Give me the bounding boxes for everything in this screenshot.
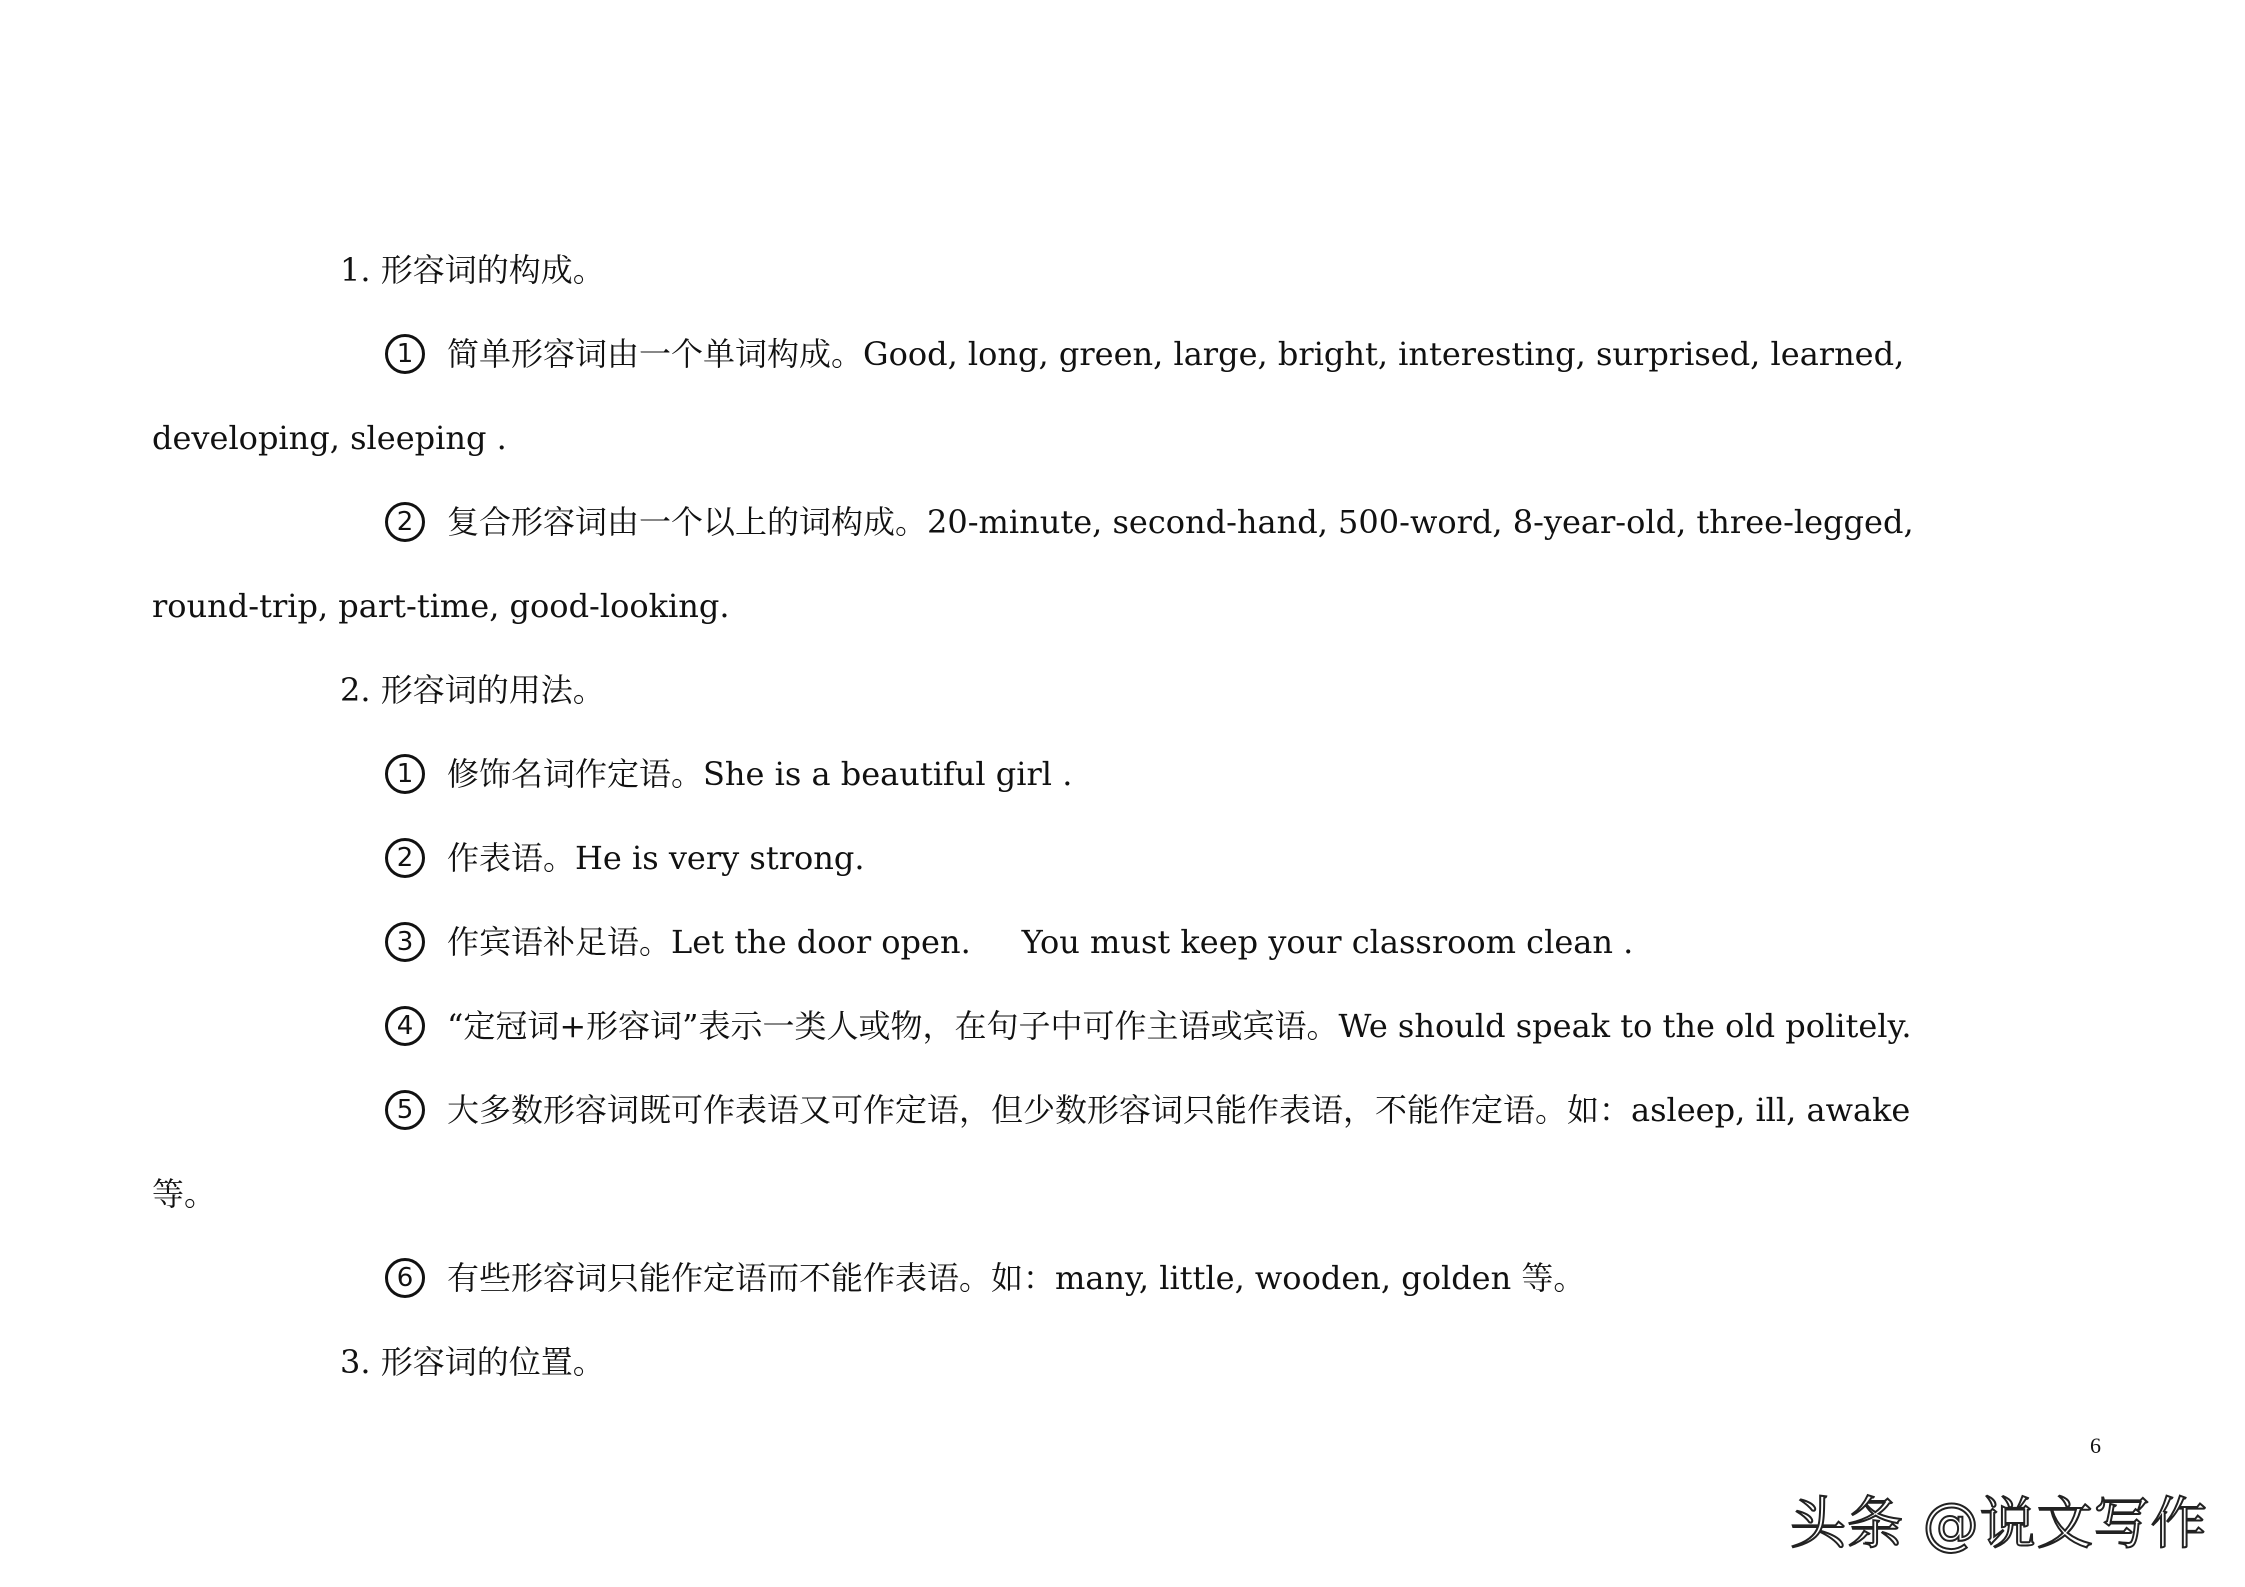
page-number: 6 <box>2090 1433 2101 1458</box>
list-item <box>385 502 1914 545</box>
list-item-text: 作表语。He is very strong. <box>447 839 865 877</box>
circled-number-icon: 4 <box>385 1006 425 1046</box>
list-item-text: 有些形容词只能作定语而不能作表语。如：many, little, wooden, golden 等。 <box>447 1259 1586 1297</box>
section-heading-position: 3. 形容词的位置。 <box>340 1343 605 1381</box>
list-item-text: 复合形容词由一个以上的词构成。20-minute, second-hand, 500-word, 8-year-old, three-legged, <box>447 503 1914 541</box>
circled-number-icon: 1 <box>385 754 425 794</box>
list-item-continuation: developing, sleeping . <box>152 419 507 457</box>
circled-number-icon: 5 <box>385 1090 425 1130</box>
list-item-continuation: 等。 <box>152 1175 217 1213</box>
list-item-text: 简单形容词由一个单词构成。Good, long, green, large, bright, interesting, surprised, learned, <box>447 335 1905 373</box>
list-item-text: “定冠词+形容词”表示一类人或物，在句子中可作主语或宾语。We should speak to the old politely. <box>447 1007 1912 1045</box>
watermark-logo: 头条 @说文写作 <box>1790 1492 2208 1557</box>
circled-number-icon: 6 <box>385 1258 425 1298</box>
list-item <box>385 1006 1912 1049</box>
list-item <box>385 1258 1585 1301</box>
section-heading-composition: 1. 形容词的构成。 <box>340 251 605 289</box>
circled-number-icon: 1 <box>385 334 425 374</box>
list-item <box>385 1090 1910 1133</box>
list-item <box>385 922 1633 965</box>
list-item <box>385 838 865 881</box>
list-item <box>385 754 1072 797</box>
circled-number-icon: 3 <box>385 922 425 962</box>
section-heading-usage: 2. 形容词的用法。 <box>340 671 605 709</box>
circled-number-icon: 2 <box>385 502 425 542</box>
list-item-text: 大多数形容词既可作表语又可作定语，但少数形容词只能作表语，不能作定语。如：asleep, ill, awake <box>447 1091 1911 1129</box>
list-item <box>385 334 1904 377</box>
list-item-text: 修饰名词作定语。She is a beautiful girl . <box>447 755 1073 793</box>
list-item-text: 作宾语补足语。Let the door open. You must keep your classroom clean . <box>447 923 1634 961</box>
list-item-continuation: round-trip, part-time, good-looking. <box>152 587 730 625</box>
circled-number-icon: 2 <box>385 838 425 878</box>
